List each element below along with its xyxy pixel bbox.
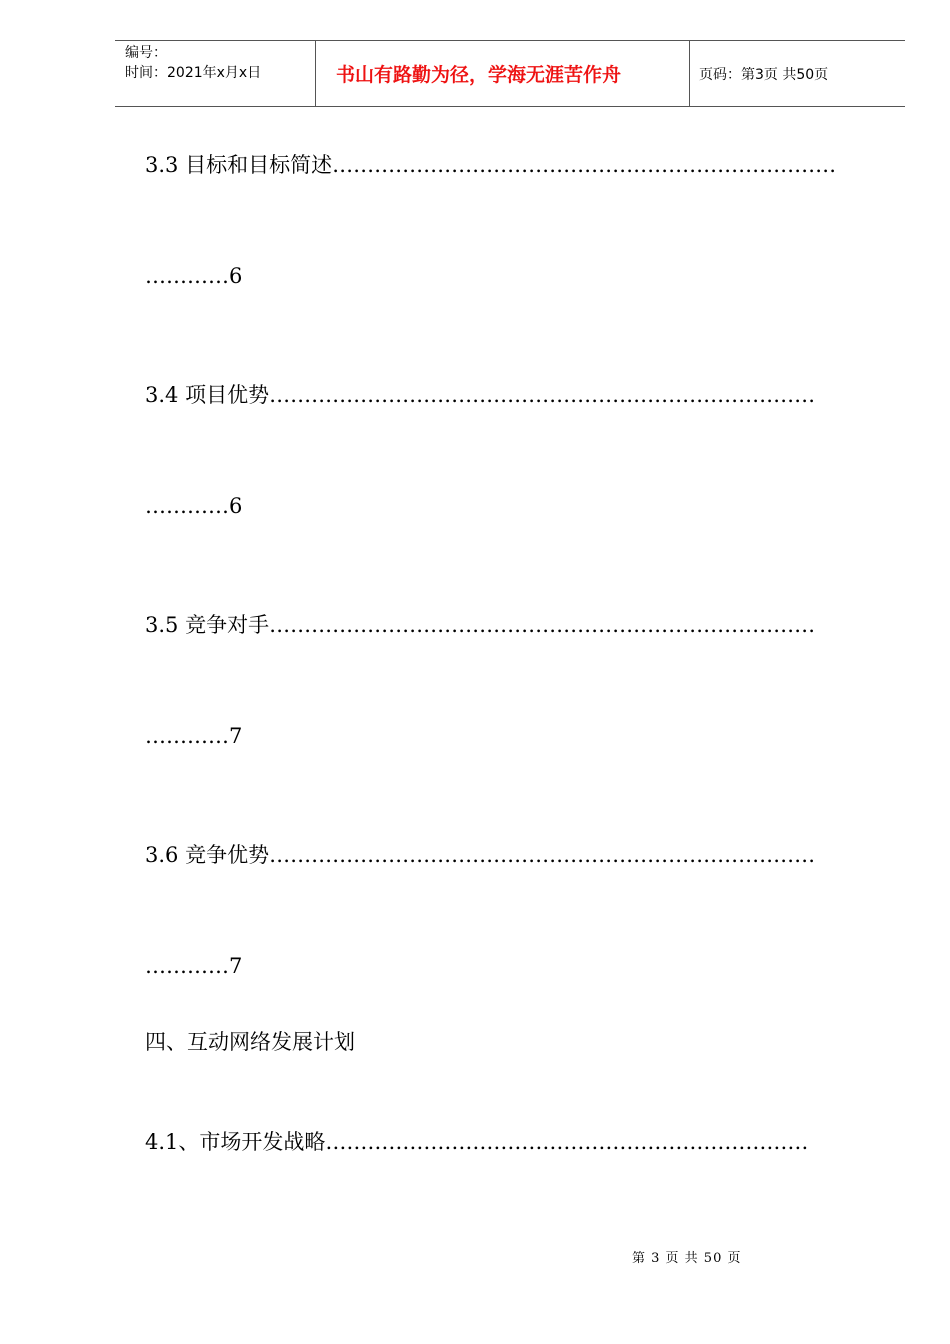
toc-entry-3-4-page: …………6 [145,494,243,518]
document-number-label: 编号： [125,45,167,61]
section-heading: 四、互动网络发展计划 [145,1030,355,1054]
toc-entry-3-5: 3.5 竞争对手…………………………………………………………………… [145,613,816,637]
page-footer: 第 3 页 共 50 页 [632,1251,742,1266]
toc-entry-3-3: 3.3 目标和目标简述……………………………………………………………… [145,153,837,177]
page-header [115,40,905,107]
document-date-label: 时间：2021年x月x日 [125,65,262,81]
toc-entry-3-3-page: …………6 [145,264,243,288]
toc-entry-3-4: 3.4 项目优势…………………………………………………………………… [145,383,816,407]
toc-entry-3-6-page: …………7 [145,954,243,978]
toc-entry-3-6: 3.6 竞争优势…………………………………………………………………… [145,843,816,867]
header-motto: 书山有路勤为径，学海无涯苦作舟 [316,41,690,106]
header-meta [115,41,316,106]
header-page-info: 页码：第3页 共50页 [699,66,829,83]
toc-entry-3-5-page: …………7 [145,724,243,748]
toc-entry-4-1: 4.1、市场开发战略…………………………………………………………… [145,1130,809,1154]
